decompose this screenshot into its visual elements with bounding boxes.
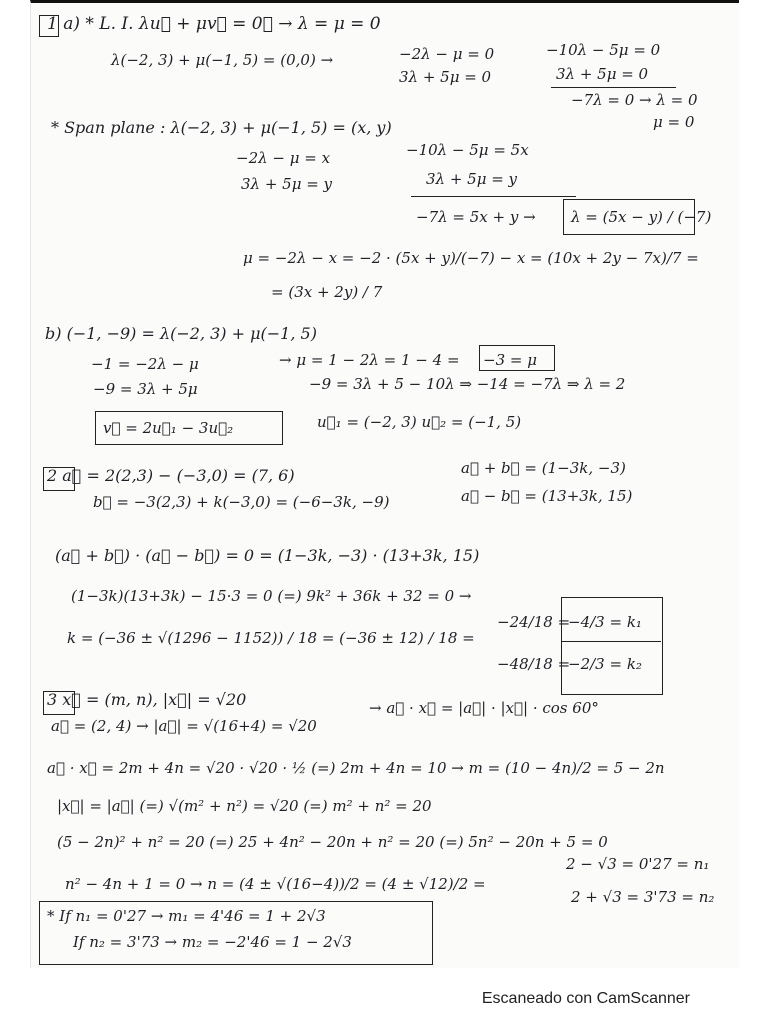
text-line-18: b) (−1, −9) = λ(−2, 3) + μ(−1, 5) (45, 324, 317, 343)
text-line-25: u⃗₁ = (−2, 3) u⃗₂ = (−1, 5) (317, 413, 522, 431)
k-solutions-divider (561, 641, 661, 642)
text-line-17: = (3x + 2y) / 7 (271, 283, 383, 301)
text-line-8: μ = 0 (653, 113, 695, 131)
text-line-11: 3λ + 5μ = y (241, 175, 333, 193)
text-line-1: 1 a) * L. I. λu⃗ + μv⃗ = 0⃗ → λ = μ = 0 (47, 14, 381, 34)
text-line-39: → a⃗ · x⃗ = |a⃗| · |x⃗| · cos 60° (369, 699, 599, 717)
text-line-12: −10λ − 5μ = 5x (406, 141, 529, 159)
text-line-29: a⃗ − b⃗ = (13+3k, 15) (461, 487, 633, 505)
text-line-38: a⃗ = (2, 4) → |a⃗| = √(16+4) = √20 (51, 717, 317, 735)
text-line-35: −48/18 = (497, 655, 571, 673)
text-line-28: a⃗ + b⃗ = (1−3k, −3) (461, 459, 626, 477)
text-line-23: −9 = 3λ + 5 − 10λ ⇒ −14 = −7λ ⇒ λ = 2 (309, 375, 626, 393)
elimination-rule-2 (411, 196, 576, 197)
text-line-34: −4/3 = k₁ (568, 613, 642, 631)
text-line-36: −2/3 = k₂ (568, 655, 642, 673)
text-line-7: −7λ = 0 → λ = 0 (571, 91, 698, 109)
elimination-rule-1 (551, 87, 676, 88)
text-line-47: If n₂ = 3'73 → m₂ = −2'46 = 1 − 2√3 (73, 933, 352, 951)
text-line-4: 3λ + 5μ = 0 (399, 68, 492, 86)
text-line-44: 2 − √3 = 0'27 = n₁ (566, 855, 710, 873)
text-line-26: 2 a⃗ = 2(2,3) − (−3,0) = (7, 6) (47, 466, 295, 485)
text-line-3: −2λ − μ = 0 (399, 45, 495, 63)
text-line-19: −1 = −2λ − μ (91, 355, 199, 373)
text-line-33: −24/18 = (497, 613, 571, 631)
text-line-9: * Span plane : λ(−2, 3) + μ(−1, 5) = (x, y) (51, 118, 392, 137)
text-line-24: v⃗ = 2u⃗₁ − 3u⃗₂ (103, 419, 234, 437)
camscanner-watermark: Escaneado con CamScanner (481, 990, 690, 1007)
k-solutions-box (561, 597, 663, 695)
scanned-page (30, 0, 739, 968)
text-line-32: k = (−36 ± √(1296 − 1152)) / 18 = (−36 ± 12) / 18 = (67, 629, 475, 647)
text-line-37: 3 x⃗ = (m, n), |x⃗| = √20 (47, 690, 247, 709)
text-line-5: −10λ − 5μ = 0 (546, 41, 661, 59)
text-line-40: a⃗ · x⃗ = 2m + 4n = √20 · √20 · ½ (=) 2m + 4n = 10 → m = (10 − 4n)/2 = 5 − 2n (47, 759, 665, 777)
text-line-14: −7λ = 5x + y → (416, 208, 536, 226)
text-line-43: n² − 4n + 1 = 0 → n = (4 ± √(16−4))/2 = (4 ± √12)/2 = (65, 875, 486, 893)
text-line-45: 2 + √3 = 3'73 = n₂ (571, 888, 715, 906)
text-line-22: −9 = 3λ + 5μ (93, 380, 198, 398)
text-line-20: → μ = 1 − 2λ = 1 − 4 = (279, 351, 460, 369)
text-line-6: 3λ + 5μ = 0 (556, 65, 649, 83)
text-line-46: * If n₁ = 0'27 → m₁ = 4'46 = 1 + 2√3 (47, 907, 326, 925)
text-line-10: −2λ − μ = x (236, 149, 331, 167)
text-line-2: λ(−2, 3) + μ(−1, 5) = (0,0) → (111, 51, 334, 69)
text-line-21: −3 = μ (483, 351, 537, 369)
text-line-16: μ = −2λ − x = −2 · (5x + y)/(−7) − x = (10x + 2y − 7x)/7 = (243, 249, 699, 267)
text-line-13: 3λ + 5μ = y (426, 170, 518, 188)
text-line-27: b⃗ = −3(2,3) + k(−3,0) = (−6−3k, −9) (93, 493, 390, 511)
text-line-31: (1−3k)(13+3k) − 15·3 = 0 (=) 9k² + 36k + 32 = 0 → (71, 587, 472, 605)
text-line-15: λ = (5x − y) / (−7) (571, 208, 712, 226)
text-line-30: (a⃗ + b⃗) · (a⃗ − b⃗) = 0 = (1−3k, −3) · (13+3k, 15) (55, 546, 480, 565)
text-line-41: |x⃗| = |a⃗| (=) √(m² + n²) = √20 (=) m² + n² = 20 (57, 797, 432, 815)
text-line-42: (5 − 2n)² + n² = 20 (=) 25 + 4n² − 20n + n² = 20 (=) 5n² − 20n + 5 = 0 (57, 833, 608, 851)
